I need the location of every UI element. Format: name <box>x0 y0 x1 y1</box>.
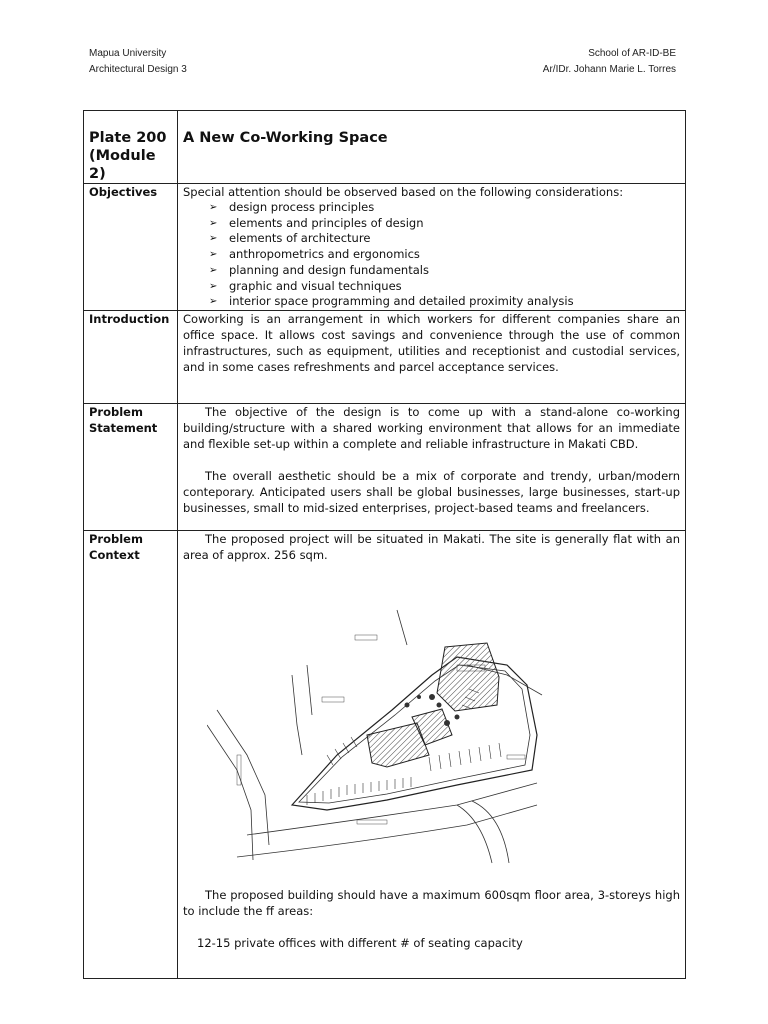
problem-context-para2: The proposed building should have a maximum 600sqm floor area, 3-storeys high to include the ff areas: <box>183 887 680 918</box>
site-plan-image <box>207 605 572 865</box>
header-instructor: Ar/IDr. Johann Marie L. Torres <box>542 64 676 75</box>
objectives-cell <box>178 184 686 311</box>
page-header-right <box>543 46 676 78</box>
plate-table <box>83 110 686 979</box>
plate-title-cell <box>178 111 686 184</box>
problem-statement-label <box>84 403 178 530</box>
title-row <box>84 111 686 184</box>
plate-title: A New Co-Working Space <box>183 130 388 146</box>
introduction-label: Introduction <box>84 310 178 403</box>
list-item: ➢ elements of architecture <box>209 231 680 247</box>
introduction-row <box>84 310 686 403</box>
objectives-row <box>84 184 686 311</box>
problem-statement-label-line2: Statement <box>89 420 158 435</box>
problem-statement-row <box>84 403 686 530</box>
list-item: ➢ interior space programming and detailed proximity analysis <box>209 294 680 310</box>
objectives-intro: Special attention should be observed based on the following considerations: <box>183 185 624 199</box>
list-item: ➢ planning and design fundamentals <box>209 263 680 279</box>
problem-statement-para2: The overall aesthetic should be a mix of corporate and trendy, urban/modern conteporary. Anticipated users shall be global businesses, large businesses, start-up businesses, small to mid-sized enterprises, project-based teams and freelancers. <box>183 468 680 515</box>
problem-context-para3: 12-15 private offices with different # of seating capacity <box>197 935 523 950</box>
list-item: ➢ elements and principles of design <box>209 216 680 232</box>
objectives-label: Objectives <box>84 184 178 311</box>
plate-number-line1: Plate 200 <box>89 130 167 146</box>
header-school: School of AR-ID-BE <box>588 48 676 59</box>
problem-context-label <box>84 530 178 978</box>
list-item: ➢ design process principles <box>209 200 680 216</box>
problem-context-label-line2: Context <box>89 547 140 562</box>
header-university: Mapua University <box>89 48 167 59</box>
introduction-cell <box>178 310 686 403</box>
site-plan-drawing <box>207 605 572 865</box>
problem-context-row <box>84 530 686 978</box>
page-header-left <box>89 46 187 78</box>
problem-context-label-line1: Problem <box>89 531 143 546</box>
problem-statement-para1: The objective of the design is to come up with a stand-alone co-working building/structure with a shared working environment that allows for an immediate and flexible set-up within a complete and reliable infrastructure in Makati CBD. <box>183 404 680 451</box>
problem-context-para1: The proposed project will be situated in Makati. The site is generally flat with an area of approx. 256 sqm. <box>183 531 680 562</box>
plate-number-line2: (Module 2) <box>89 148 156 182</box>
introduction-text: Coworking is an arrangement in which workers for different companies share an office space. It allows cost savings and convenience through the use of common infrastructures, such as equipment, utilities and receptionist and custodial services, and in some cases refreshments and parcel acceptance services. <box>183 311 680 374</box>
header-course: Architectural Design 3 <box>89 64 187 75</box>
plate-number <box>89 111 172 183</box>
problem-context-cell <box>178 530 686 978</box>
problem-statement-label-line1: Problem <box>89 404 143 419</box>
objectives-list <box>183 200 680 310</box>
list-item: ➢ graphic and visual techniques <box>209 279 680 295</box>
list-item: ➢ anthropometrics and ergonomics <box>209 247 680 263</box>
problem-statement-cell <box>178 403 686 530</box>
plate-number-cell <box>84 111 178 184</box>
